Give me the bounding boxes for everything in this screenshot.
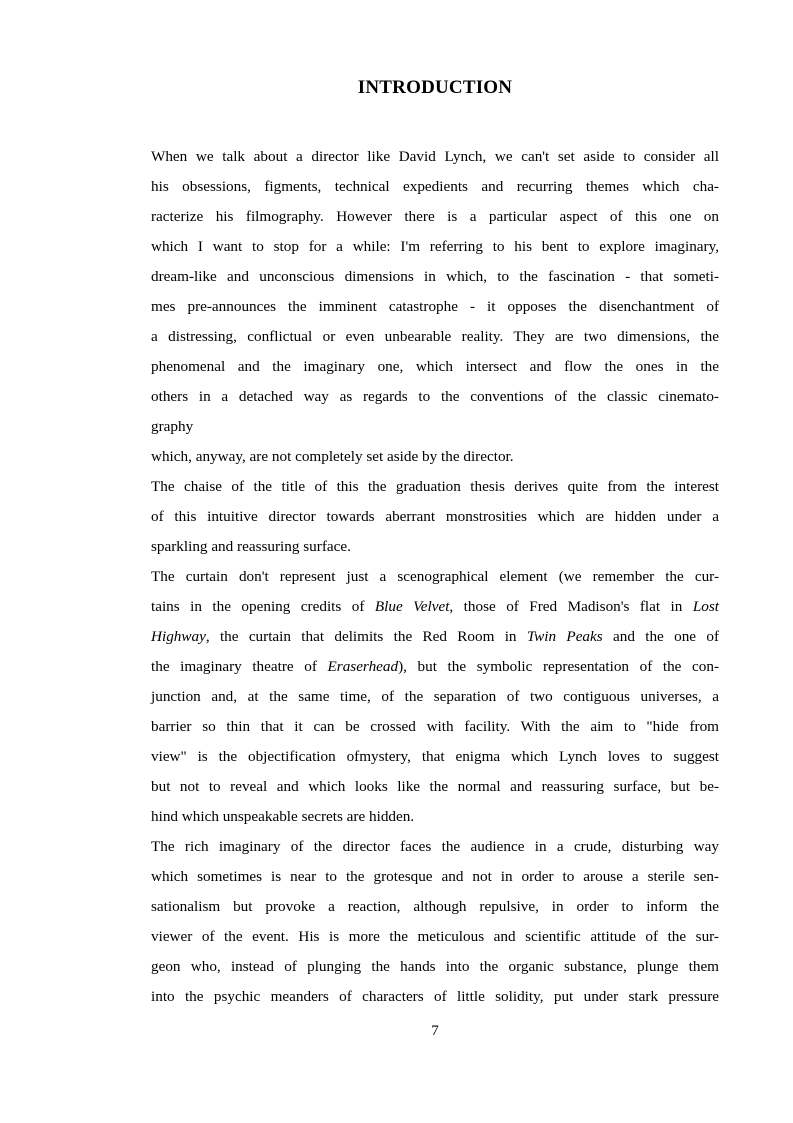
body-text bbox=[151, 142, 719, 1012]
text-line: which I want to stop for a while: I'm referring to his bent to explore imaginary, bbox=[151, 238, 719, 255]
text-line: which, anyway, are not completely set aside by the director. bbox=[151, 448, 514, 465]
text-line: sationalism but provoke a reaction, although repulsive, in order to inform the bbox=[151, 898, 719, 915]
text-line: of this intuitive director towards aberrant monstrosities which are hidden under a bbox=[151, 508, 719, 525]
text-run: the imaginary theatre of bbox=[151, 658, 328, 675]
text-line: dream-like and unconscious dimensions in which, to the fascination - that someti- bbox=[151, 268, 719, 285]
text-line bbox=[151, 592, 719, 622]
text-line bbox=[151, 622, 719, 652]
page-title: INTRODUCTION bbox=[357, 77, 513, 98]
text-run: , the curtain that delimits the Red Room in bbox=[205, 628, 527, 645]
text-line: The chaise of the title of this the graduation thesis derives quite from the interest bbox=[151, 478, 719, 495]
text-run: , those of Fred Madison's flat in bbox=[449, 598, 693, 615]
text-line: geon who, instead of plunging the hands into the organic substance, plunge them bbox=[151, 958, 719, 975]
page-number: 7 bbox=[431, 1023, 439, 1039]
text-line: hind which unspeakable secrets are hidden. bbox=[151, 808, 415, 825]
text-line: barrier so thin that it can be crossed with facility. With the aim to "hide from bbox=[151, 718, 719, 735]
text-line: others in a detached way as regards to the conventions of the classic cinemato- bbox=[151, 388, 719, 405]
text-line: but not to reveal and which looks like the normal and reassuring surface, but be- bbox=[151, 778, 719, 795]
text-line: When we talk about a director like David Lynch, we can't set aside to consider all bbox=[151, 148, 719, 165]
text-run: and the one of bbox=[602, 628, 719, 645]
text-line: junction and, at the same time, of the separation of two contiguous universes, a bbox=[151, 688, 719, 705]
text-line: racterize his filmography. However there is a particular aspect of this one on bbox=[151, 208, 719, 225]
text-line: mes pre-announces the imminent catastrophe - it opposes the disenchantment of bbox=[151, 298, 719, 315]
text-line: view" is the objectification ofmystery, that enigma which Lynch loves to suggest bbox=[151, 748, 719, 765]
text-line: The curtain don't represent just a scenographical element (we remember the cur- bbox=[151, 568, 719, 585]
film-title-twin-peaks: Twin Peaks bbox=[526, 628, 603, 645]
text-line: a distressing, conflictual or even unbearable reality. They are two dimensions, the bbox=[151, 328, 719, 345]
film-title-blue-velvet: Blue Velvet bbox=[374, 598, 450, 615]
text-line: sparkling and reassuring surface. bbox=[151, 538, 351, 555]
text-line: his obsessions, figments, technical expedients and recurring themes which cha- bbox=[151, 178, 719, 195]
text-line: which sometimes is near to the grotesque and not in order to arouse a sterile sen- bbox=[151, 868, 719, 885]
text-run: ), but the symbolic representation of the con- bbox=[398, 658, 720, 675]
text-line: graphy bbox=[151, 418, 194, 435]
film-title-lost-highway-part2: Highway bbox=[151, 628, 206, 645]
text-line: viewer of the event. His is more the meticulous and scientific attitude of the sur- bbox=[151, 928, 719, 945]
text-run: tains in the opening credits of bbox=[151, 598, 375, 615]
text-line bbox=[151, 652, 719, 682]
text-line: The rich imaginary of the director faces the audience in a crude, disturbing way bbox=[151, 838, 719, 855]
text-line: into the psychic meanders of characters of little solidity, put under stark pressure bbox=[151, 988, 719, 1005]
text-line: phenomenal and the imaginary one, which intersect and flow the ones in the bbox=[151, 358, 719, 375]
film-title-eraserhead: Eraserhead bbox=[327, 658, 399, 675]
film-title-lost-highway-part1: Lost bbox=[692, 598, 719, 615]
